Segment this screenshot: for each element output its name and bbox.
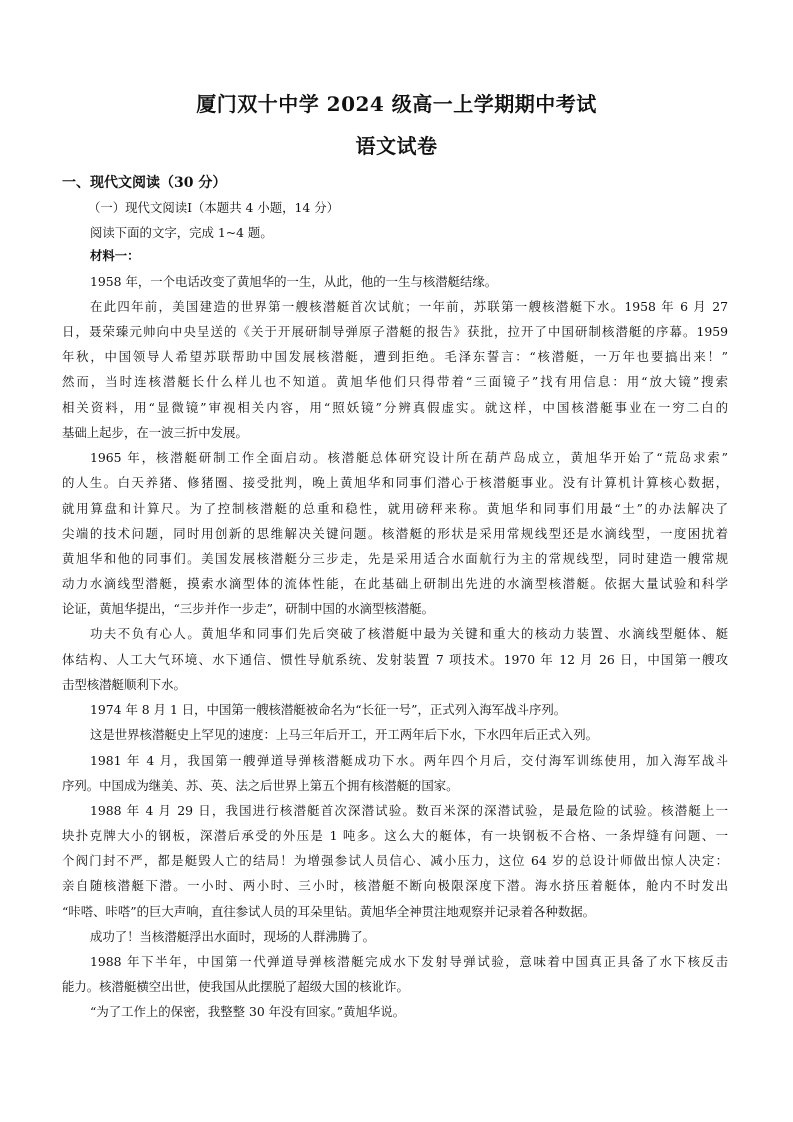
text-line: 成功了！当核潜艇浮出水面时，现场的人群沸腾了。: [90, 929, 375, 944]
text-line: “咔嗒、咔嗒”的巨大声响，直往参试人员的耳朵里钻。黄旭华全神贯注地观察并记录着各种数据。: [62, 904, 596, 919]
text-line: 1981 年 4 月，我国第一艘弹道导弹核潜艇成功下水。两年四个月后，交付海军训练使用，加入海军战斗: [90, 753, 728, 768]
text-line: 1965 年，核潜艇研制工作全面启动。核潜艇总体研究设计所在葫芦岛成立，黄旭华开始了“荒岛求索”: [90, 450, 728, 465]
text-line: 日，聂荣臻元帅向中央呈送的《关于开展研制导弹原子潜艇的报告》获批，拉开了中国研制核潜艇的序幕。1959: [62, 324, 728, 339]
text-line: “为了工作上的保密，我整整 30 年没有回家。”黄旭华说。: [90, 1004, 406, 1019]
subsection-heading: （一）现代文阅读Ⅰ（本题共 4 小题，14 分）: [88, 200, 340, 215]
text-line: 年秋，中国领导人希望苏联帮助中国发展核潜艇，遭到拒绝。毛泽东誓言：“核潜艇，一万年也要搞出来！”: [62, 349, 728, 364]
text-line: 1958 年，一个电话改变了黄旭华的一生，从此，他的一生与核潜艇结缘。: [90, 274, 498, 289]
text-line: 这是世界核潜艇史上罕见的速度：上马三年后开工，开工两年后下水，下水四年后正式入列。: [90, 727, 599, 742]
text-line: 能力。核潜艇横空出世，使我国从此摆脱了超级大国的核讹诈。: [62, 979, 409, 994]
text-line: 论证，黄旭华提出，“三步并作一步走”，研制中国的水滴型核潜艇。: [62, 601, 434, 616]
text-line: 击型核潜艇顺利下水。: [62, 677, 186, 692]
text-line: 基础上起步，在一波三折中发展。: [62, 425, 248, 440]
text-line: 动力水滴线型潜艇，摸索水滴型体的流体性能，在此基础上研制出先进的水滴型核潜艇。依据大量试验和科学: [62, 576, 728, 591]
text-line: 体结构、人工大气环境、水下通信、惯性导航系统、发射装置 7 项技术。1970 年 12 月 26 日，中国第一艘攻: [62, 652, 728, 667]
text-line: 亲自随核潜艇下潜。一小时、两小时、三小时，核潜艇不断向极限深度下潜。海水挤压着艇体，舱内不时发出: [62, 878, 728, 893]
text-line: 黄旭华和他的同事们。美国发展核潜艇分三步走，先是采用适合水面航行为主的常规线型，同时建造一艘常规: [62, 551, 728, 566]
text-line: 1988 年下半年，中国第一代弹道导弹核潜艇完成水下发射导弹试验，意味着中国真正具备了水下核反击: [90, 954, 728, 969]
text-line: 块扑克牌大小的钢板，深潜后承受的外压是 1 吨多。这么大的艇体，有一块钢板不合格、一条焊缝有问题、一: [62, 828, 728, 843]
text-line: 相关资料，用“显微镜”审视相关内容，用“照妖镜”分辨真假虚实。就这样，中国核潜艇事业在一穷二白的: [62, 400, 728, 415]
text-line: 功夫不负有心人。黄旭华和同事们先后突破了核潜艇中最为关键和重大的核动力装置、水滴线型艇体、艇: [90, 626, 728, 641]
text-line: 1988 年 4 月 29 日，我国进行核潜艇首次深潜试验。数百米深的深潜试验，是最危险的试验。核潜艇上一: [90, 803, 728, 818]
text-line: 个阀门封不严，都是艇毁人亡的结局！为增强参试人员信心、减小压力，这位 64 岁的总设计师做出惊人决定：: [62, 853, 728, 868]
reading-instruction: 阅读下面的文字，完成 1~4 题。: [90, 225, 273, 240]
text-line: 然而，当时连核潜艇长什么样儿也不知道。黄旭华他们只得带着“三面镜子”找有用信息：用“放大镜”搜索: [62, 374, 728, 389]
text-line: 在此四年前，美国建造的世界第一艘核潜艇首次试航；一年前，苏联第一艘核潜艇下水。1958 年 6 月 27: [90, 299, 728, 314]
exam-title: 厦门双十中学 2024 级高一上学期期中考试: [196, 92, 597, 116]
text-line: 就用算盘和计算尺。为了控制核潜艇的总重和稳性，就用磅秤来称。黄旭华和同事们用最“土”的办法解决了: [62, 501, 728, 516]
text-line: 的人生。白天养猪、修猪圈、接受批判，晚上黄旭华和同事们潜心于核潜艇事业。没有计算机计算核心数据，: [62, 475, 728, 490]
text-line: 序列。中国成为继美、苏、英、法之后世界上第五个拥有核潜艇的国家。: [62, 778, 459, 793]
section-heading: 一、现代文阅读（30 分）: [62, 175, 227, 191]
text-line: 1974 年 8 月 1 日，中国第一艘核潜艇被命名为“长征一号”，正式列入海军战斗序列。: [90, 702, 567, 717]
material-label: 材料一：: [90, 248, 140, 263]
exam-subtitle: 语文试卷: [355, 134, 438, 158]
text-line: 尖端的技术问题，同时用创新的思维解决关键问题。核潜艇的形状是采用常规线型还是水滴线型，一度困扰着: [62, 526, 728, 541]
